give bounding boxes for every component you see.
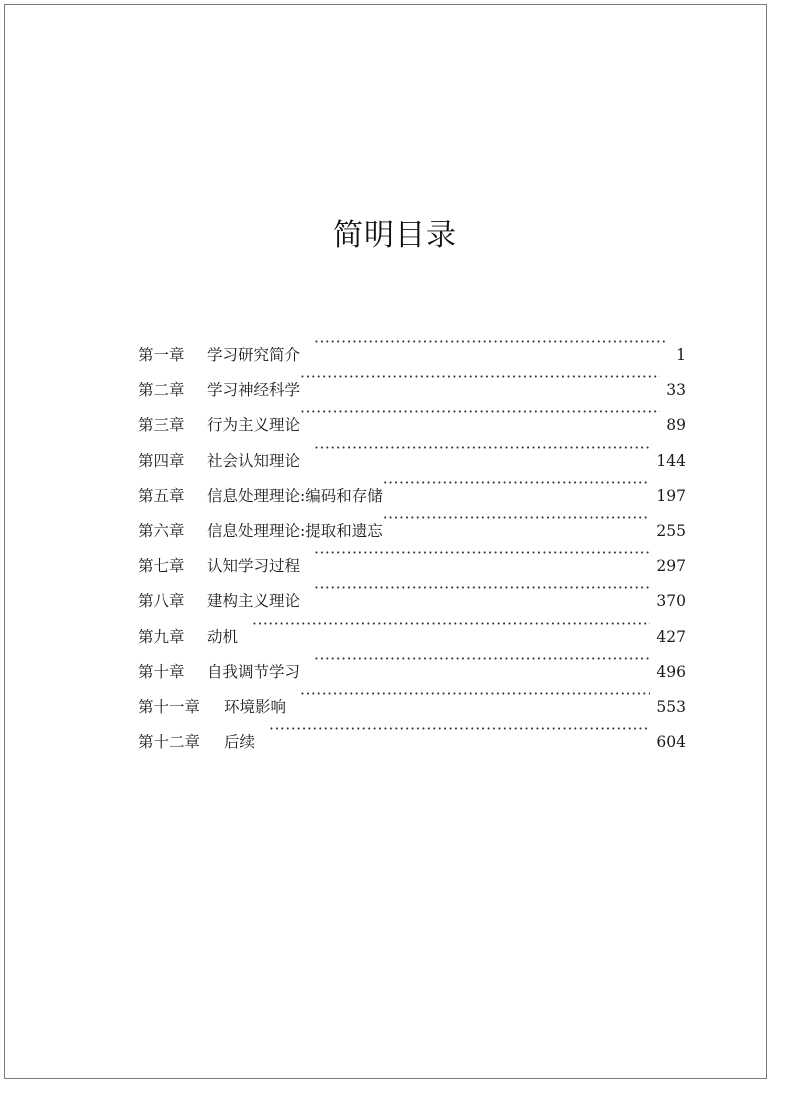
chapter-number: 第五章 (138, 486, 185, 505)
dot-leader (252, 607, 650, 642)
chapter-number: 第六章 (138, 521, 185, 540)
chapter-title: 信息处理理论:提取和遗忘 (207, 521, 383, 540)
page-number: 553 (656, 697, 686, 716)
page-number: 604 (656, 733, 686, 752)
page-number: 427 (656, 627, 686, 646)
chapter-title: 建构主义理论 (207, 592, 301, 611)
dot-leader (300, 395, 660, 430)
toc-entry-1[interactable] (138, 325, 686, 364)
chapter-title: 信息处理理论:编码和存储 (207, 486, 383, 505)
chapter-number: 第四章 (138, 451, 185, 470)
dot-leader (314, 571, 650, 606)
chapter-title: 动机 (207, 627, 239, 646)
page-number: 496 (656, 662, 686, 681)
chapter-number: 第七章 (138, 557, 185, 576)
page-number: 297 (656, 557, 686, 576)
chapter-title: 自我调节学习 (207, 662, 301, 681)
page-number: 33 (666, 381, 686, 400)
page-number: 197 (656, 486, 686, 505)
dot-leader (314, 536, 650, 571)
chapter-number: 第二章 (138, 381, 185, 400)
dot-leader (314, 431, 650, 466)
page-number: 89 (666, 416, 686, 435)
dot-leader (383, 466, 651, 501)
chapter-title: 认知学习过程 (207, 557, 301, 576)
page-number: 144 (656, 451, 686, 470)
chapter-title: 环境影响 (224, 697, 287, 716)
chapter-number: 第十章 (138, 662, 185, 681)
chapter-title: 社会认知理论 (207, 451, 301, 470)
table-of-contents (138, 325, 686, 752)
chapter-number: 第三章 (138, 416, 185, 435)
page-number: 370 (656, 592, 686, 611)
chapter-number: 第一章 (138, 346, 185, 364)
page-number: 255 (656, 521, 686, 540)
chapter-number: 第九章 (138, 627, 185, 646)
dot-leader (300, 677, 650, 712)
chapter-title: 学习神经科学 (207, 381, 301, 400)
page-number: 1 (676, 346, 686, 364)
chapter-number: 第十二章 (138, 733, 201, 752)
chapter-number: 第十一章 (138, 697, 201, 716)
dot-leader (314, 642, 650, 677)
chapter-title: 行为主义理论 (207, 416, 301, 435)
dot-leader (300, 360, 660, 395)
chapter-title: 后续 (224, 733, 256, 752)
chapter-title: 学习研究简介 (207, 346, 301, 364)
dot-leader (383, 501, 651, 536)
dot-leader (269, 712, 650, 747)
chapter-number: 第八章 (138, 592, 185, 611)
page-title: 简明目录 (333, 218, 457, 253)
dot-leader (314, 325, 666, 360)
